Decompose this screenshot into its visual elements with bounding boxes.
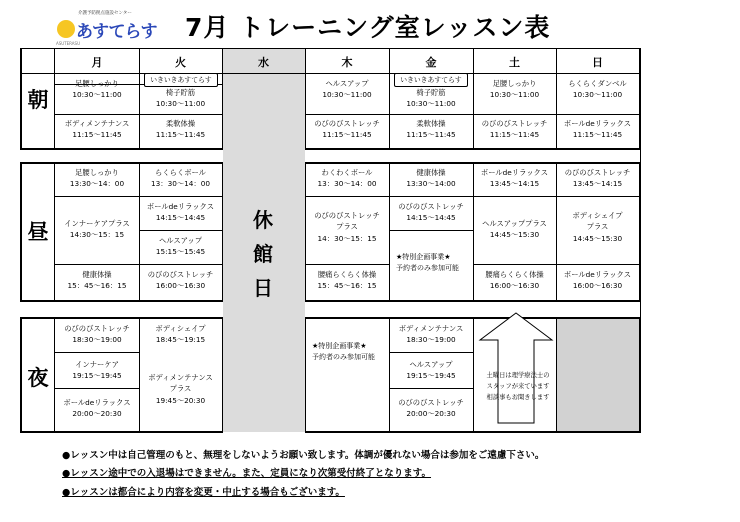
day-header-sun: 日 [592,56,603,69]
period-night: 夜 [27,366,49,390]
lesson-time: 11:15～11:45 [72,130,122,140]
lesson-cell [305,210,389,244]
lesson-title: らくらくボール [155,168,206,177]
closed-column-bg [223,302,305,317]
lesson-cell [473,218,556,241]
lesson-title: 腰痛らくらく体操 [317,270,377,279]
lesson-title: ボディシェイプ [572,211,623,220]
lesson-title: ボディシェイプ [155,324,206,333]
grid-line [389,388,473,389]
saturday-note-line: スタッフが来ています [486,383,550,391]
lesson-title: 椅子貯筋 [165,88,196,97]
grid-line [54,388,139,389]
lesson-time: 15：45～16：15 [317,281,377,291]
grid-line [54,196,222,197]
lesson-time: 13:30～14：00 [69,179,125,189]
lesson-cell [473,78,556,101]
lesson-cell [55,78,139,101]
grid-line [389,352,473,353]
lesson-title: 柔軟体操 [165,119,196,128]
lesson-cell [55,167,139,190]
special-event-title: ★特別企画事業★ [396,253,451,261]
lesson-cell [389,167,473,190]
lesson-title-line2: プラス [586,222,609,232]
lesson-title: のびのびストレッチ [398,398,464,407]
lesson-time: 14：30～15：15 [317,233,377,243]
lesson-cell [139,235,222,258]
lesson-cell [389,397,473,420]
period-morning: 朝 [27,88,49,112]
up-arrow-icon [478,312,554,424]
grid-line [20,431,222,433]
period-noon: 昼 [27,220,49,244]
logo-tagline: 介護予防拠点施設センター [78,11,132,16]
lesson-title: のびのびストレッチ [147,270,214,279]
lesson-cell [389,201,473,224]
lesson-title: わくわくボール [321,168,373,177]
lesson-cell [305,78,389,101]
lesson-cell [556,78,639,101]
day-header-mon: 月 [91,56,103,69]
lesson-cell [473,118,556,141]
lesson-time: 20:00～20:30 [72,409,122,419]
special-event-note [312,341,375,363]
lesson-title: ボールdeリラックス [480,168,549,177]
lesson-title: インナーケアプラス [64,219,130,228]
special-event-title: ★特別企画事業★ [312,342,367,350]
lesson-title: ヘルスアップ [158,236,203,245]
lesson-time: 16:00～16:30 [155,281,206,291]
lesson-title: 柔軟体操 [416,119,446,128]
lesson-title: ボディメンテナンス [64,119,130,128]
lesson-time: 13:45～14:15 [489,179,540,189]
lesson-time: 15:15～15:45 [155,247,206,257]
lesson-time: 13：30～14：00 [317,179,377,189]
day-header-thu: 木 [341,56,353,69]
lesson-cell [389,87,473,110]
note-line-2 [62,465,431,479]
lesson-title: 腰痛らくらく体操 [485,270,544,279]
special-event-text: 予約者のみ参加可能 [312,353,375,362]
closed-column-bg [223,150,305,162]
note-text: ●レッスンは都合により内容を変更・中止する場合もございます。 [62,487,345,498]
lesson-cell [139,323,222,346]
lesson-time: 14:45～15:30 [572,233,623,243]
lesson-title: 健康体操 [82,270,112,279]
closed-label-3: 日 [253,276,273,300]
saturday-gray-bg [556,318,640,432]
grid-line [139,230,222,231]
lesson-cell [556,118,639,141]
logo-sub: ASUTERASU [56,41,80,46]
grid-line [389,230,473,231]
lesson-time: 15：45～16：15 [67,281,127,291]
lesson-time: 11:15～11:45 [322,130,372,140]
lesson-time: 11:15～11:45 [406,130,456,140]
day-header-sat: 土 [509,56,520,69]
lesson-title-line2: プラス [336,222,358,232]
lesson-title: のびのびストレッチ [398,202,464,211]
lesson-title: 足腰しっかり [492,79,537,88]
lesson-time: 11:15～11:45 [155,130,206,140]
lesson-cell [389,118,473,141]
lesson-time: 14:30～15：15 [69,230,125,240]
lesson-cell [139,269,222,292]
lesson-time: 13:45～14:15 [572,179,623,189]
lesson-cell [473,167,556,190]
lesson-time: 19:15～19:45 [406,371,456,381]
lesson-time: 10:30～11:00 [72,90,122,100]
lesson-title: ヘルスアップ [409,360,453,369]
note-line-1: ●レッスン中は自己管理のもと、無理をしないようお願い致します。体調が優れない場合は参加をご遠慮下さい。 [62,450,545,461]
note-line-3 [62,484,345,498]
lesson-time: 16:00～16:30 [489,281,540,291]
lesson-time: 18:30～19:00 [406,335,456,345]
day-header-fri: 金 [425,56,437,69]
lesson-title: 足腰しっかり [75,168,119,177]
day-header-tue: 火 [175,56,186,69]
lesson-title: インナーケア [75,360,119,369]
lesson-time: 10:30～11:00 [406,99,456,109]
lesson-time: 19:45～20:30 [155,395,206,405]
lesson-title: ボールdeリラックス [563,270,632,279]
logo-name: あすてらす [76,22,157,42]
saturday-note-line: 土曜日は理学療法士の [486,372,550,379]
grid-line [222,48,223,433]
grid-line [20,73,640,74]
lesson-title: ヘルスアップ [325,79,369,88]
lesson-cell [473,269,556,292]
badge-ikiiki-tue: いきいきあすてらす [144,73,218,87]
lesson-time: 18:30～19:00 [72,335,122,345]
lesson-cell [139,201,222,224]
lesson-title: のびのびストレッチ [314,119,380,128]
lesson-cell [389,323,473,346]
closed-label-1: 休 [253,208,273,232]
lesson-title: ボディメンテナンス [398,324,464,333]
lesson-cell [389,359,473,382]
lesson-title: ボールdeリラックス [146,202,215,211]
lesson-cell [55,118,139,141]
lesson-title: 健康体操 [416,168,446,177]
lesson-title: のびのびストレッチ [64,324,130,333]
lesson-time: 11:15～11:45 [489,130,540,140]
grid-line [20,48,640,49]
page-title: 7月 トレーニング室レッスン表 [185,13,551,42]
lesson-cell [305,269,389,292]
lesson-time: 10:30～11:00 [155,99,206,109]
lesson-title-line2: プラス [169,384,192,394]
lesson-time: 13:30～14:00 [406,179,456,189]
saturday-note [482,370,554,403]
lesson-cell [556,269,639,292]
special-event-note [396,252,459,274]
badge-ikiiki-fri: いきいきあすてらす [394,73,468,87]
day-header-wed: 水 [258,56,269,69]
lesson-time: 14:15～14:45 [155,213,206,223]
lesson-time: 11:15～11:45 [572,130,623,140]
grid-line [639,48,641,433]
grid-line [54,352,139,353]
lesson-time: 10:30～11:00 [489,90,540,100]
lesson-time: 10:30～11:00 [322,90,372,100]
lesson-time: 14:15～14:45 [406,213,456,223]
lesson-title: ボールdeリラックス [563,119,632,128]
grid-line [54,114,222,115]
lesson-cell [556,210,639,244]
lesson-cell [55,397,139,420]
lesson-title: のびのびストレッチ [481,119,548,128]
grid-line [20,162,222,164]
lesson-title: のびのびストレッチ [564,168,631,177]
logo [56,10,166,50]
note-text: ●レッスン途中での入退場はできません。また、定員になり次第受付終了となります。 [62,468,432,479]
lesson-cell [305,118,389,141]
lesson-title: らくらくダンベル [568,79,627,88]
saturday-note-line: 相談事もお聞きします [486,394,550,402]
sun-icon [57,20,75,38]
lesson-cell [139,372,222,406]
lesson-title: ボディメンテナンス [148,373,213,382]
lesson-cell [305,167,389,190]
lesson-cell [55,359,139,382]
lesson-title: 足腰しっかり [75,79,119,88]
lesson-time: 13：30～14：00 [150,179,211,189]
lesson-title: のびのびストレッチ [314,211,380,220]
lesson-title: 椅子貯筋 [416,88,446,97]
lesson-time: 16:00～16:30 [572,281,623,291]
grid-line [54,264,222,265]
lesson-cell [139,87,222,110]
lesson-cell [139,118,222,141]
lesson-cell [55,323,139,346]
lesson-title: ヘルスアッププラス [482,219,547,228]
special-event-text: 予約者のみ参加可能 [396,264,459,273]
lesson-cell [55,269,139,292]
lesson-title: ボールdeリラックス [63,398,131,407]
lesson-cell [556,167,639,190]
lesson-time: 20:00～20:30 [406,409,456,419]
closed-label-2: 館 [253,242,273,266]
lesson-cell [139,167,222,190]
lesson-cell [55,218,139,241]
grid-line [305,264,389,265]
lesson-time: 19:15～19:45 [72,371,122,381]
section-gap [20,150,640,162]
grid-line [20,317,222,319]
lesson-time: 18:45～19:15 [155,335,206,345]
lesson-time: 10:30～11:00 [572,90,623,100]
lesson-time: 14:45～15:30 [489,230,540,240]
